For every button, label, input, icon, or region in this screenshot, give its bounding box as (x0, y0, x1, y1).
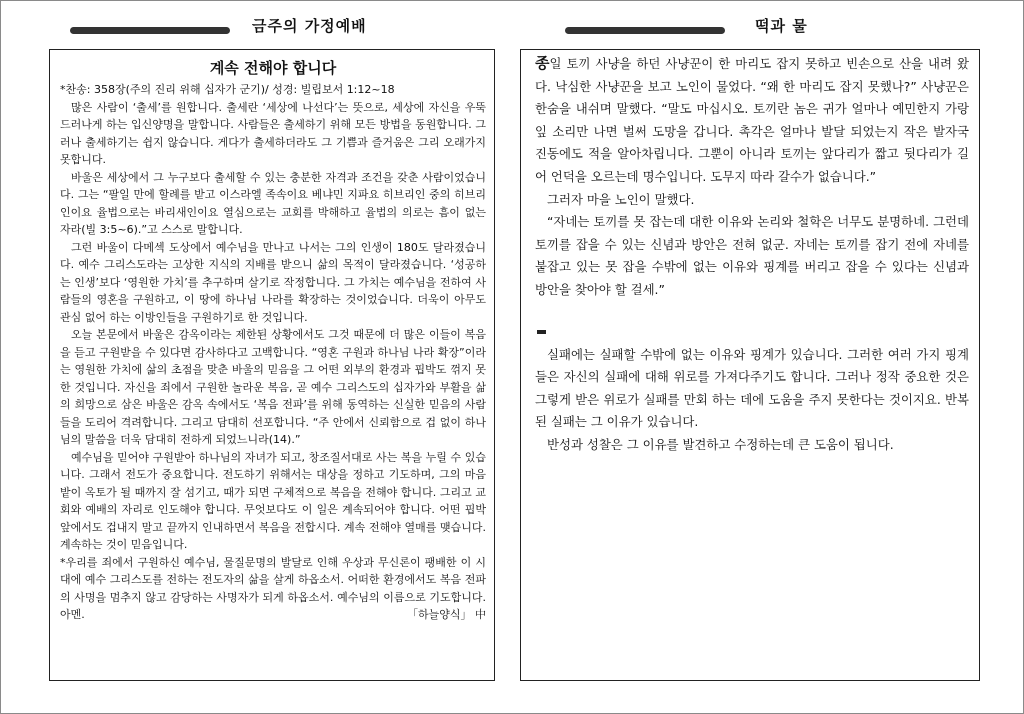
reflection-paragraph: 반성과 성찰은 그 이유를 발견하고 수정하는데 큰 도움이 됩니다. (547, 436, 894, 452)
left-section-title: 금주의 가정예배 (252, 17, 367, 35)
article-paragraph: 오늘 본문에서 바울은 감옥이라는 제한된 상황에서도 그것 때문에 더 많은 이들이 복음을 듣고 구원받을 수 있다면 감사하다고 고백합니다. “영혼 구원과 하나님 나라 확장”이라는 영원한 가치에 삶의 초점을 맞춘 바울의 믿음을 그 어떤 외부의 환경과 핍박도 꺾지 못한 것입니다. 자신을 죄에서 구원한 놀라운 복음, 곧 예수 그리스도의 십자가와 부활을 삶의 희망으로 삼은 바울은 감옥 속에서도 ‘복음 전파’를 위해 동역하는 신실한 믿음의 사람들을 도리어 격려합니다. 그리고 담대히 선포합니다. “주 안에서 신뢰함으로 겁 없이 하나님의 말씀을 더욱 담대히 전하게 되었느니라(14).” (60, 328, 486, 446)
prayer-text: *우리를 죄에서 구원하신 예수님, 물질문명의 발달로 인해 우상과 무신론이 팽배한 이 시대에 예수 그리스도를 전하는 전도자의 삶을 살게 하옵소서. 어떠한 환경에서도 복음 전파의 사명을 멈추지 않고 감당하는 사명자가 되게 하옵소서. 예수님의 이름으로 기도합니다. 아멘. (60, 555, 486, 621)
section-divider-mark (537, 330, 546, 334)
article-paragraph: 바울은 세상에서 그 누구보다 출세할 수 있는 충분한 자격과 조건을 갖춘 사람이었습니다. 그는 “팔일 만에 할례를 받고 이스라엘 족속이요 베냐민 지파요 히브리인 중의 히브리인이요 율법으로는 바리새인이요 열심으로는 교회를 박해하고 율법의 의로는 흠이 없는 자라(빌 3:5~6).”고 스스로 말합니다. (60, 170, 486, 236)
drop-cap: 종 (535, 54, 550, 72)
right-section-title: 떡과 물 (755, 17, 808, 35)
article-paragraph: 예수님을 믿어야 구원받아 하나님의 자녀가 되고, 창조질서대로 사는 복을 누릴 수 있습니다. 그래서 전도가 중요합니다. 전도하기 위해서는 대상을 정하고 기도하며, 그의 마음 밭이 옥토가 될 때까지 잘 섬기고, 때가 되면 구체적으로 복음을 전해야 합니다. 그리고 교회와 예배의 자리로 인도해야 합니다. 무엇보다도 이 일은 계속되어야 합니다. 어떤 핍박 앞에서도 겁내지 말고 끝까지 인내하면서 복음을 전합시다. 계속 전해야 열매를 맺습니다. 계속하는 것이 믿음입니다. (60, 450, 486, 551)
story-paragraph-text: 일 토끼 사냥을 하던 사냥꾼이 한 마리도 잡지 못하고 빈손으로 산을 내려 왔다. 낙심한 사냥꾼을 보고 노인이 물었다. “왜 한 마리도 잡지 못했나?” 사냥꾼은 한숨을 내쉬며 말했다. “말도 마십시오. 토끼란 놈은 귀가 얼마나 예민한지 가랑잎 소리만 나면 벌써 도망을 갑니다. 촉각은 얼마나 발달 되었는지 작은 발자국 진동에도 적을 알아차립니다. 그뿐이 아니라 토끼는 앞다리가 짧고 뒷다리가 길어 언덕을 오르는데 명수입니다. 도무지 따라 갈수가 없습니다.” (535, 56, 969, 184)
article-paragraph: 그런 바울이 다메섹 도상에서 예수님을 만나고 나서는 그의 인생이 180도 달라졌습니다. 예수 그리스도라는 고상한 지식의 지배를 받으니 삶의 목적이 달라졌습니다. ‘성공하는 인생’보다 ‘영원한 가치’를 추구하며 살기로 작정합니다. 그 가치는 예수님을 전하여 사람들의 영혼을 구원하고, 이 땅에 하나님 나라를 확장하는 것이었습니다. 더욱이 아무도 관심 없어 하는 이방인들을 구원하기로 한 것입니다. (60, 240, 486, 324)
header-bar-left (70, 27, 230, 34)
article-paragraph: 많은 사람이 ‘출세’를 원합니다. 출세란 ‘세상에 나선다’는 뜻으로, 세상에 자신을 우뚝 드러나게 하는 입신양명을 말합니다. 사람들은 출세하기 위해 모든 방법을 동원합니다. 그러나 출세하기는 쉽지 않습니다. 게다가 출세하더라도 그 기쁨과 즐거움은 그리 오래가지 못합니다. (60, 100, 486, 166)
story-paragraph (535, 52, 969, 189)
prayer-paragraph (60, 554, 486, 624)
story-paragraph: 그러자 마을 노인이 말했다. (547, 191, 695, 207)
article-title: 계속 전해야 합니다 (209, 59, 337, 77)
header-bar-right (565, 27, 725, 34)
article-meta: *찬송: 358장(주의 진리 위해 십자가 군기)/ 성경: 빌립보서 1:12~18 (60, 83, 395, 96)
story-box (520, 49, 980, 681)
worship-article-box (49, 49, 495, 681)
source-credit: 「하늘양식」 中 (406, 608, 486, 621)
story-paragraph: “자네는 토끼를 못 잡는데 대한 이유와 논리와 철학은 너무도 분명하네. 그런데 토끼를 잡을 수 있는 신념과 방안은 전혀 없군. 자네는 토끼를 잡기 전에 자네를 붙잡고 있는 못 잡을 수밖에 없는 이유와 핑계를 버리고 잡을 수 있다는 신념과 방안을 찾아야 할 걸세.” (535, 214, 969, 297)
reflection-paragraph: 실패에는 실패할 수밖에 없는 이유와 핑계가 있습니다. 그러한 여러 가지 핑계들은 자신의 실패에 대해 위로를 가져다주기도 합니다. 그러나 정작 중요한 것은 그렇게 받은 위로가 실패를 만회 하는 데에 도움을 주지 못한다는 것이지요. 반복된 실패는 그 이유가 있습니다. (535, 346, 969, 430)
